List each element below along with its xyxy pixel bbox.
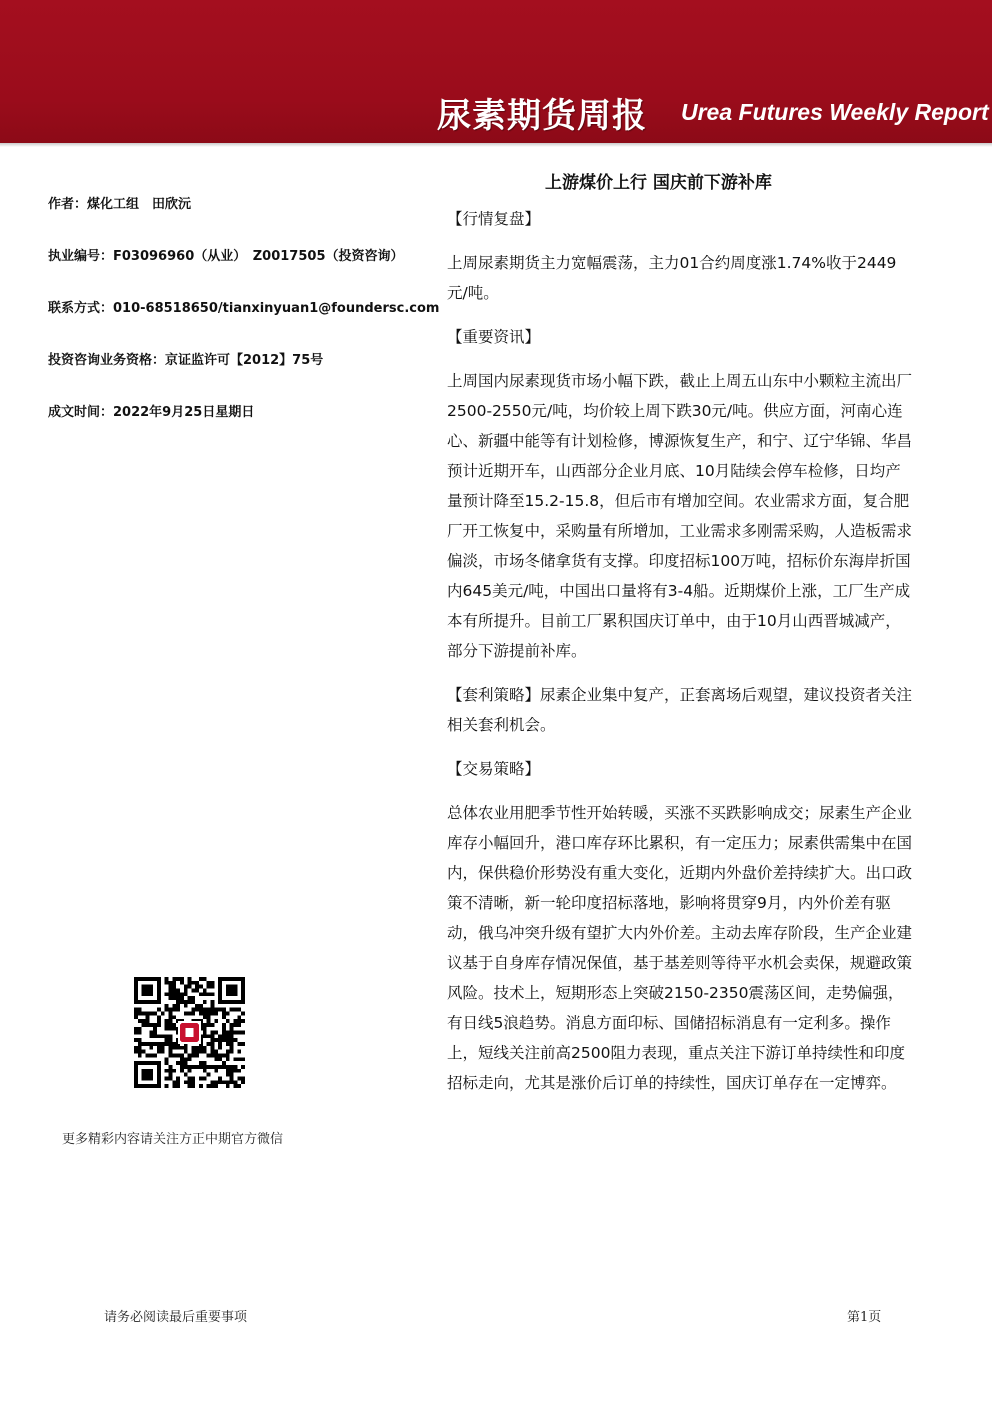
contact-line: 联系方式：010-68518650/tianxinyuan1@foundersc.com [48, 301, 440, 316]
article-body [447, 204, 913, 1112]
license-line: 执业编号：F03096960（从业） Z0017505（投资咨询） [48, 249, 404, 264]
header-divider [0, 143, 992, 147]
report-title-en: Urea Futures Weekly Report [681, 99, 989, 125]
section-title-market-review: 【行情复盘】 [447, 210, 541, 228]
report-title-cn: 尿素期货周报 [437, 96, 647, 136]
date-line: 成文时间：2022年9月25日星期日 [48, 405, 255, 420]
footer-notice: 请务必阅读最后重要事项 [104, 1310, 248, 1325]
paragraph-arbitrage-strategy: 【套利策略】尿素企业集中复产，正套离场后观望，建议投资者关注相关套利机会。 [447, 686, 913, 734]
section-title-key-news: 【重要资讯】 [447, 328, 541, 346]
paragraph-market-review: 上周尿素期货主力宽幅震荡，主力01合约周度涨1.74%收于2449元/吨。 [447, 254, 897, 302]
qr-caption: 更多精彩内容请关注方正中期官方微信 [62, 1132, 284, 1147]
paragraph-trading-strategy: 总体农业用肥季节性开始转暖，买涨不买跌影响成交；尿素生产企业库存小幅回升，港口库存环比累积，有一定压力；尿素供需集中在国内，保供稳价形势没有重大变化，近期内外盘价差持续扩大。出口政策不清晰，新一轮印度招标落地，影响将贯穿9月，内外价差有驱动，俄乌冲突升级有望扩大内外价差。主动去库存阶段，生产企业建议基于自身库存情况保值，基于基差则等待平水机会卖保，规避政策风险。技术上，短期形态上突破2150-2350震荡区间，走势偏强，有日线5浪趋势。消息方面印标、国储招标消息有一定利多。操作上，短线关注前高2500阻力表现，重点关注下游订单持续性和印度招标走向，尤其是涨价后订单的持续性，国庆订单存在一定博弈。 [447, 804, 913, 1092]
page-number: 第1页 [847, 1310, 882, 1325]
paragraph-key-news: 上周国内尿素现货市场小幅下跌，截止上周五山东中小颗粒主流出厂2500-2550元/吨，均价较上周下跌30元/吨。供应方面，河南心连心、新疆中能等有计划检修，博源恢复生产，和宁、辽宁华锦、华昌预计近期开车，山西部分企业月底、10月陆续会停车检修，日均产量预计降至15.2-15.8，但后市有增加空间。农业需求方面，复合肥厂开工恢复中，采购量有所增加，工业需求多刚需采购，人造板需求偏淡，市场冬储拿货有支撑。印度招标100万吨，招标价东海岸折国内645美元/吨，中国出口量将有3-4船。近期煤价上涨，工厂生产成本有所提升。目前工厂累积国庆订单中，由于10月山西晋城减产，部分下游提前补库。 [447, 372, 913, 660]
author-line: 作者：煤化工组 田欣沅 [48, 197, 192, 212]
section-title-trading-strategy: 【交易策略】 [447, 760, 541, 778]
qr-code-icon [134, 977, 245, 1088]
qualification-line: 投资咨询业务资格：京证监许可【2012】75号 [48, 353, 324, 368]
article-headline: 上游煤价上行 国庆前下游补库 [545, 173, 772, 193]
